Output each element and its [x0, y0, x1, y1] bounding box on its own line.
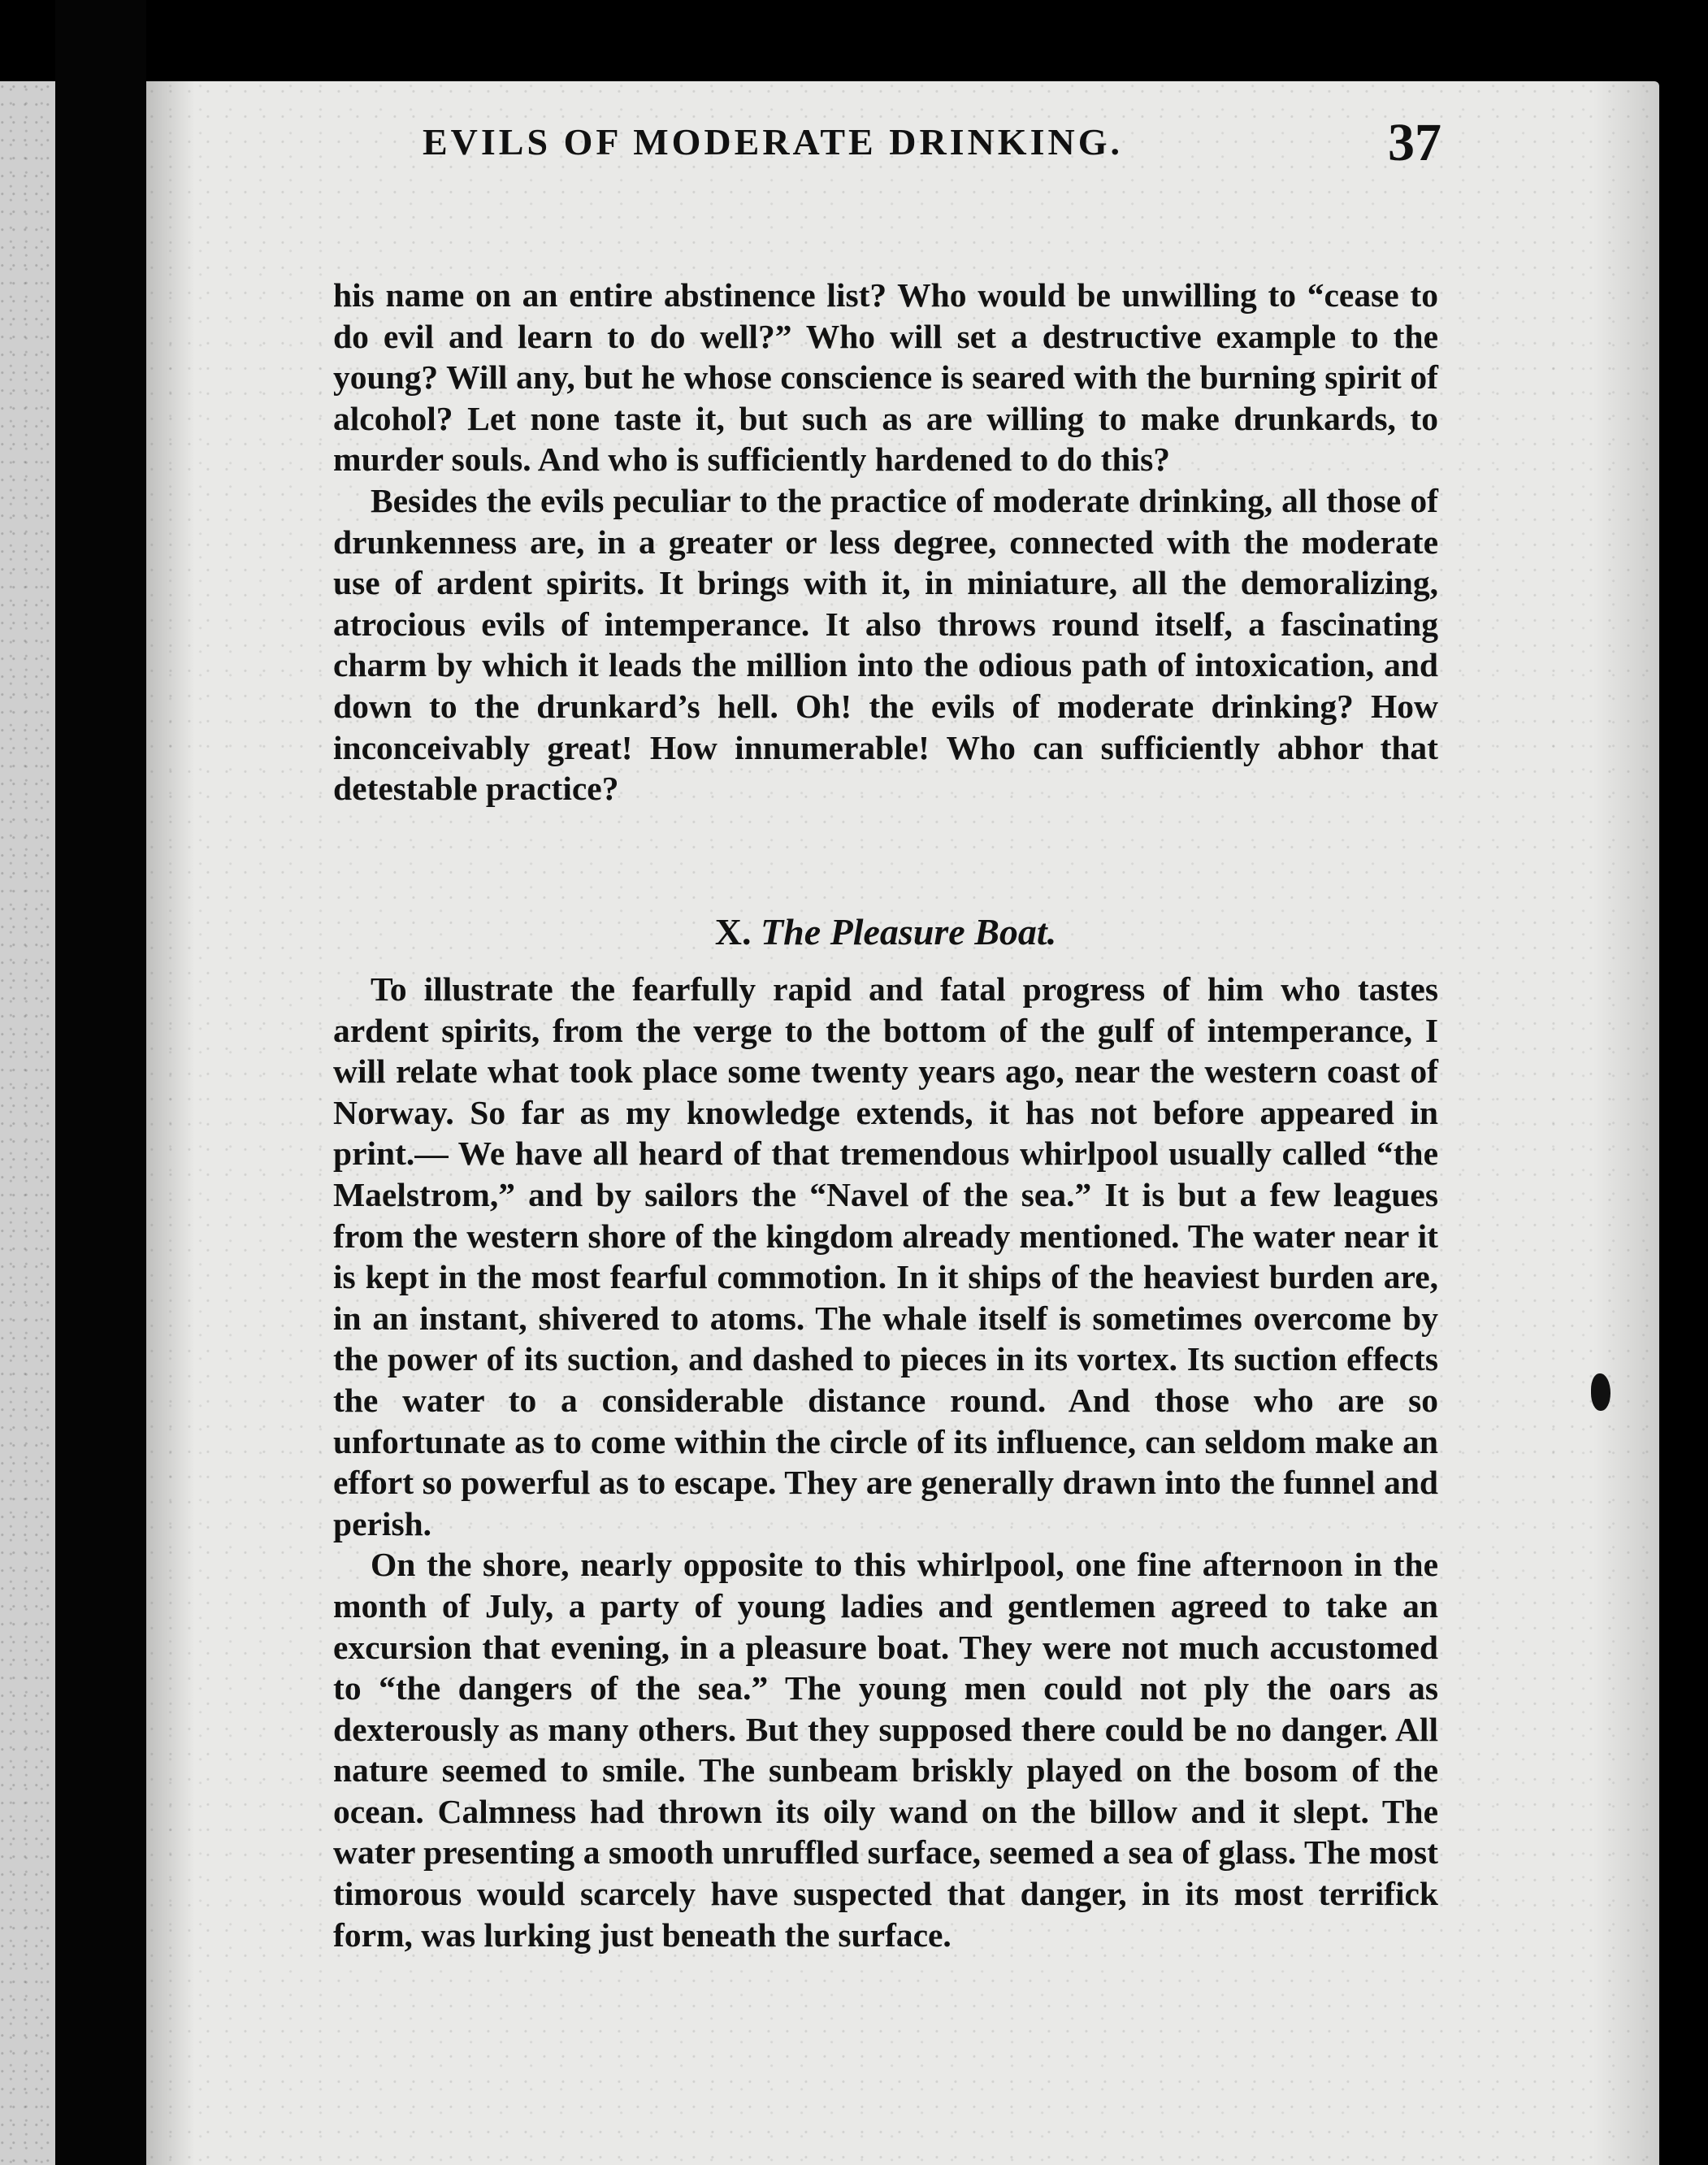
facing-page-edge	[0, 81, 55, 2165]
page-number: 37	[1388, 113, 1441, 172]
scan-border	[1659, 0, 1708, 2165]
paragraph-shore: On the shore, nearly opposite to this whirlpool, one fine afternoon in the month of July, a party of young ladies and gentlemen agreed to take an excursion that evening, in a pleasure boat. They were not much accustomed to “the dangers of the sea.” The young men could not ply the oars as dexterously as many others. But they supposed there could be no danger. All nature seemed to smile. The sunbeam briskly played on the bosom of the ocean. Calmness had thrown its oily wand on the billow and it slept. The water presenting a smooth unruffled surface, seemed a sea of glass. The most timorous would scarcely have suspected that danger, in its most terrifick form, was lurking just beneath the surface.	[333, 1546, 1438, 1954]
section-body	[333, 969, 1438, 1955]
binding-gutter	[55, 0, 146, 2165]
ink-blot	[1591, 1373, 1610, 1411]
section-number: X.	[714, 911, 752, 952]
paragraph-continuation: his name on an entire abstinence list? Who would be unwilling to “cease to do evil and learn to do well?” Who will set a destructive example to the young? Will any, but he whose conscience is seared with the burning spirit of alcohol? Let none taste it, but such as are willing to make drunkards, to murder souls. And who is sufficiently hardened to do this?	[333, 276, 1438, 479]
section-heading	[333, 910, 1438, 953]
paragraph-illustrate: To illustrate the fearfully rapid and fatal progress of him who tastes ardent spirits, from the verge to the bottom of the gulf of intemperance, I will relate what took place some twenty years ago, near the western coast of Norway. So far as my knowledge extends, it has not before appeared in print.— We have all heard of that tremendous whirlpool usually called “the Maelstrom,” and by sailors the “Navel of the sea.” It is but a few leagues from the western shore of the kingdom already mentioned. The water near it is kept in the most fearful commotion. In it ships of the heaviest burden are, in an instant, shivered to atoms. The whale itself is sometimes overcome by the power of its suction, and dashed to pieces in its vortex. Its suction effects the water to a considerable distance round. And those who are so unfortunate as to come within the circle of its influence, can seldom make an effort so powerful as to escape. They are generally drawn into the funnel and perish.	[333, 970, 1438, 1542]
paragraph-1-block	[333, 275, 1438, 809]
running-header: EVILS OF MODERATE DRINKING.	[423, 121, 1123, 163]
section-title: The Pleasure Boat.	[761, 911, 1057, 952]
paragraph-besides: Besides the evils peculiar to the practice of moderate drinking, all those of drunkenness are, in a greater or less degree, connected with the moderate use of ardent spirits. It brings with it, in miniature, all the demoralizing, atrocious evils of intemperance. It also throws round itself, a fascinating charm by which it leads the million into the odious path of intoxication, and down to the drunkard’s hell. Oh! the evils of moderate drinking? How inconceivably great! How innumerable! Who can sufficiently abhor that detestable practice?	[333, 481, 1438, 808]
